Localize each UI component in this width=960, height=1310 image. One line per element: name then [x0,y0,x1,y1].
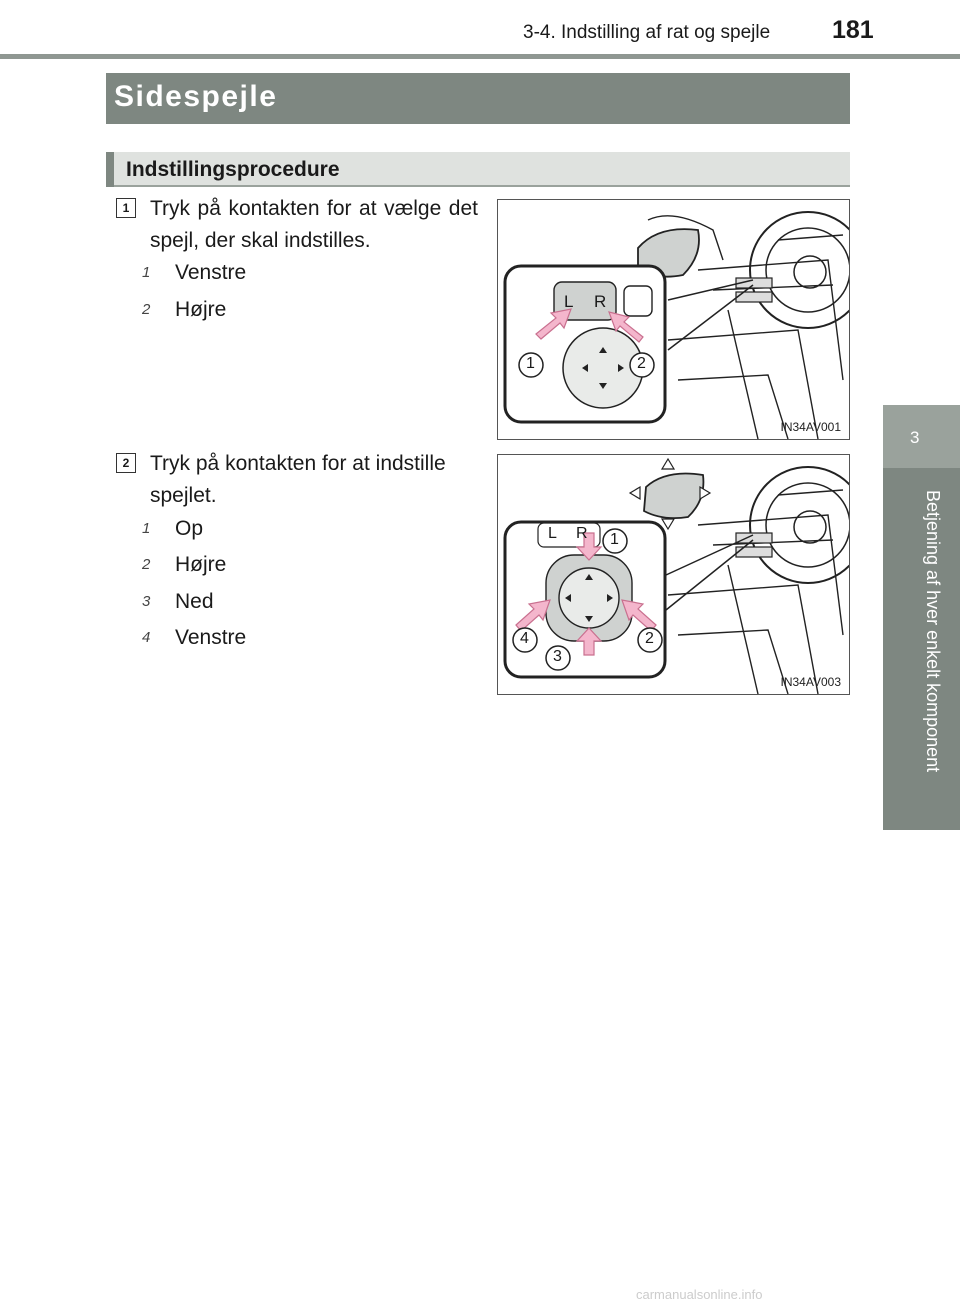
callout-label: 2 [637,355,646,372]
chapter-title: Betjening af hver enkelt komponent [923,490,943,773]
figure-code: IN34AV001 [780,420,841,434]
page-number: 181 [832,16,874,44]
subsection-accent [106,152,114,187]
illustration-select [498,200,849,439]
callout-label: 4 [520,630,529,647]
item-label: Venstre [175,261,247,284]
section-title: Sidespejle [114,80,278,113]
item-number: 4 [142,629,151,646]
running-header: 3-4. Indstilling af rat og spejle [523,22,771,43]
switch-right-label: R [576,525,588,542]
step-badge: 1 [116,198,136,218]
figure-mirror-select-switch [497,199,850,440]
side-mirror-icon [644,474,703,519]
switch-left-label: L [548,525,557,542]
item-number: 1 [142,520,151,537]
item-number: 1 [142,264,151,281]
item-number: 3 [142,593,151,610]
step-badge: 2 [116,453,136,473]
callout-label: 2 [645,630,654,647]
step-text: Tryk på kontakten for at indstille spejlet. [150,452,446,507]
illustration-adjust [498,455,849,694]
callout-label: 1 [526,355,535,372]
callout-label: 3 [553,648,562,665]
chapter-number: 3 [910,428,920,447]
callout-label: 1 [610,531,619,548]
item-label: Venstre [175,626,247,649]
item-label: Højre [175,298,227,321]
subsection-title: Indstillingsprocedure [126,158,340,181]
step-text: Tryk på kontakten for at vælge det spejl, der skal indstilles. [150,197,478,252]
figure-code: IN34AV003 [780,675,841,689]
switch-left-label: L [564,292,574,311]
watermark: carmanualsonline.info [636,1287,763,1302]
figure-mirror-adjust-switch [497,454,850,695]
item-label: Ned [175,590,214,613]
chapter-side-tab-top [883,405,960,468]
header-rule [0,54,960,59]
item-label: Op [175,517,204,540]
switch-right-label: R [594,292,607,311]
fold-button [624,286,652,316]
item-number: 2 [142,556,151,573]
item-number: 2 [142,301,151,318]
item-label: Højre [175,553,227,576]
